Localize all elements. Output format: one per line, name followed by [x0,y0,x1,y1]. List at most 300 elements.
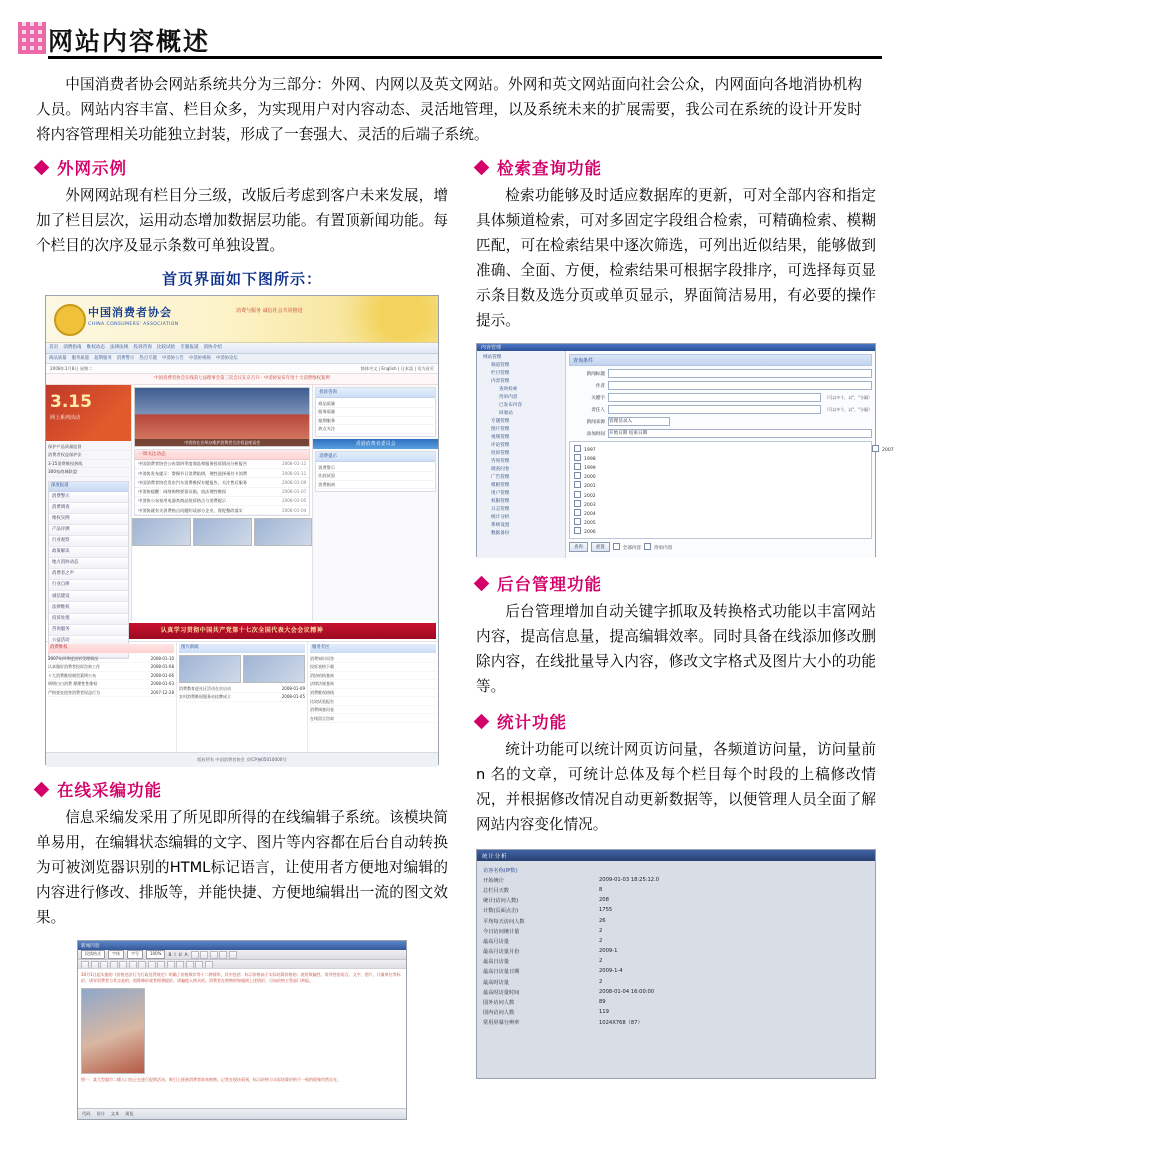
tree-item[interactable]: 网站管理 [483,355,502,360]
banner-slogan: 消费与服务 诚信社会共同推进 [236,308,303,314]
bottom-row-title[interactable]: 法律法规查询 [310,681,334,687]
checkbox-row[interactable] [574,453,867,462]
checkbox-icon[interactable] [644,543,651,550]
sidebar-item[interactable]: 投诉处理 [49,614,128,625]
checkbox-icon[interactable] [574,445,581,452]
nav-item[interactable]: 服务质量 [71,355,90,361]
thumbnail[interactable] [254,518,313,546]
stats-value: 1024X768（87） [599,1020,643,1027]
news-row[interactable] [135,469,309,478]
table-row [483,875,869,885]
nav-item[interactable]: 超期服务 [94,355,112,361]
stats-key: 最高日访量日期 [483,969,520,976]
news-row[interactable] [135,497,309,506]
bottom-row-date: 2008-01-08 [150,664,174,670]
checkbox-label: 2003 [584,502,596,508]
stats-value: 2 [599,937,603,944]
intro-paragraph: 中国消费者协会网站系统共分为三部分：外网、内网以及英文网站。外网和英文网站面向社会公众，内网面向各地消协机构人员。网站内容丰富、栏目众多，为实现用户对内容动态、灵活地管理，以及系统未来的扩展需要，我公司在系统的设计开发时将内容管理相关功能独立封装，形成了一套强大、灵活的后端子系统。 [36,76,862,143]
paragraph-format-select[interactable]: 段落格式 [81,950,105,959]
figure-homepage-screenshot [45,295,439,765]
section-body-backend: 后台管理增加自动关键字抓取及转换格式功能以丰富网站内容，提高信息量，提高编辑效率。同时具备在线添加修改删除内容，在线批量导入内容，修改文字格式及图片大小的功能等。 [476,603,876,695]
checkbox-icon[interactable] [574,454,581,461]
number-list-icon[interactable] [229,951,237,959]
tree-item[interactable]: 查询检索 [499,387,518,392]
sidebar-item[interactable]: 产品评测 [49,525,128,536]
figure-stats-screenshot [476,849,876,1079]
checkbox-icon[interactable] [574,472,581,479]
news-title[interactable]: 中国消费者协会公布第四季度商品和服务投诉情况分析报告 [138,461,248,467]
stats-key[interactable]: 访客名称(IP数) [483,867,518,874]
checkbox-label: 1999 [584,465,596,471]
tree-item[interactable]: 投诉管理 [491,451,510,456]
source-select[interactable]: 管理员录入 [608,417,670,426]
zoom-select[interactable]: 100% [146,950,165,959]
bottom-row[interactable] [48,680,174,689]
bottom-row[interactable] [48,663,174,672]
bottom-row[interactable] [310,680,436,689]
hk-consumer-council-banner[interactable]: 香港消费者委员会 [313,439,438,450]
nav-item[interactable]: 热点专题 [139,355,157,361]
query-action-row[interactable] [569,542,872,552]
table-row [483,987,869,997]
thumbnail[interactable] [243,655,305,683]
news-title[interactable]: 中消协就有关消费热点问题约谈部分企业，督促整改落实 [138,507,243,513]
tree-item[interactable]: 频道管理 [491,363,510,368]
form-row-owner[interactable] [569,405,872,414]
sidebar-item[interactable]: 行业观察 [49,536,128,547]
bottom-row-date: 2008-01-09 [281,685,305,691]
align-left-icon[interactable] [191,951,199,959]
tab-code[interactable]: 代码 [82,1111,91,1116]
tree-item[interactable]: 日志管理 [491,507,510,512]
checkbox-icon[interactable] [574,500,581,507]
bullet-list-icon[interactable] [219,951,227,959]
editor-body-text[interactable]: 10月1日起实施的《价格违法行为行政处罚规定》明确了价格欺诈等十二种情形，其中包括：标示价格高于实际结算价格的；使用欺骗性、误导性的语言、文字、图片、计量单位等标价，诱导消费者与其交易的；谎称降价或者即将提价，诱骗他人购买的。消费者在购物时如遇到上述情形，可向价格主管部门举报。 [81,972,401,984]
stats-key: 常用屏幕分辨率 [483,1020,520,1027]
checkbox-icon[interactable] [574,463,581,470]
list-item[interactable]: 消费者权益保护法 [48,451,129,459]
stats-key: 开始统计 [483,877,504,884]
stats-value: 89 [599,999,606,1006]
section-heading-stats [476,709,876,733]
site-logo-en: CHINA CONSUMERS' ASSOCIATION [88,322,179,327]
stats-value: 2 [599,978,603,985]
news-row[interactable] [135,506,309,515]
bottom-row[interactable] [310,689,436,698]
tree-item[interactable]: 咨询管理 [491,459,510,464]
table-row [483,865,869,875]
table-row [483,926,869,936]
news-title[interactable]: 中国消费者协会发布汽车消费维权专题报告，关注售后服务 [138,479,248,485]
right-box-list [316,398,435,436]
sidebar-item[interactable]: 法律维权 [49,602,128,613]
bottom-row[interactable] [310,706,436,715]
stats-value: 2008-01-04 16:00:00 [599,988,655,995]
news-row[interactable] [135,460,309,469]
tree-item[interactable]: 广告管理 [491,475,510,480]
toolbar-icon-group[interactable] [191,951,237,959]
stats-key: 平均每天访问人数 [483,918,525,925]
news-date: 2008-01-11 [281,461,307,467]
sidebar-item[interactable]: 消费调查 [49,503,128,514]
sidebar-item[interactable]: 咨询服务 [49,625,128,636]
bottom-row-date: 2007-12-28 [150,689,174,695]
list-item[interactable]: 消费警示 [318,464,433,472]
align-right-icon[interactable] [210,951,218,959]
tree-item[interactable]: 栏目管理 [491,371,510,376]
site-logo-cn: 中国消费者协会 [88,306,172,319]
tree-item[interactable]: 用户管理 [491,491,510,496]
date-range-input[interactable]: 开始日期 结束日期 [608,429,872,438]
stats-key: 最高时访量 [483,979,509,986]
checkbox-icon[interactable] [574,509,581,516]
nav-item[interactable]: 商品质量 [49,355,67,361]
checkbox-label: 2005 [584,521,596,527]
bottom-row[interactable] [310,655,436,664]
list-item[interactable]: 300家商城联盟 [48,468,129,476]
stats-table [483,865,869,1028]
list-item[interactable]: 比较试验 [318,472,433,480]
bottom-column-header: 消费维权 [48,644,174,653]
language-line[interactable]: 简体中文 | English | 日本語 | 设为首页 [360,365,434,371]
section-title: 检索查询功能 [497,159,602,178]
editor-document-area[interactable] [78,968,406,1109]
stats-key: 最高时访量时间 [483,989,520,996]
bottom-row[interactable] [310,697,436,706]
stats-key: 国外访问人数 [483,1000,515,1007]
checkbox-icon[interactable] [613,543,620,550]
header-decoration-icon [18,22,46,54]
nav-item[interactable]: 消费警示 [116,355,135,361]
bottom-row[interactable] [48,672,174,681]
checkbox-icon[interactable] [574,491,581,498]
checkbox-row[interactable] [613,542,641,551]
sidebar-item[interactable]: 消费警示 [49,492,128,503]
tree-item[interactable]: 权限管理 [491,499,510,504]
tree-item[interactable]: 系统设置 [491,523,510,528]
section-heading-backend [476,571,876,595]
bottom-row-title[interactable]: 消费教育进社区活动在京启动 [179,685,231,691]
checkbox-label: 2006 [584,530,596,536]
nav-item[interactable]: 首页 [49,345,59,351]
year-checkbox-list[interactable] [569,441,894,539]
date-line: 2008年1月8日 星期二 [50,365,93,371]
bottom-row-title[interactable]: 农村消费维权服务站挂牌成立 [179,694,231,700]
tree-item[interactable]: 专题管理 [491,419,510,424]
bottom-row-title[interactable]: 消费调查问卷 [310,707,334,713]
banner-315[interactable] [46,385,131,441]
bottom-row-title[interactable]: 投诉表格下载 [310,664,334,670]
bottom-row-title[interactable]: 消协机构查询 [310,672,334,678]
sidebar-item[interactable]: 行业自律 [49,580,128,591]
bottom-column-header: 图片新闻 [179,644,305,653]
table-row [483,936,869,946]
section-title: 后台管理功能 [497,575,602,594]
bottom-column-header: 服务专区 [310,644,436,653]
news-row[interactable] [135,488,309,497]
nav-item[interactable]: 比较试验 [156,345,176,351]
diamond-bullet-icon [474,159,490,175]
thumbnail-strip [132,518,312,546]
nav-item[interactable]: 中消协论坛 [215,355,238,361]
tree-item[interactable]: 统计分析 [491,515,510,520]
checkbox-row[interactable] [574,490,867,499]
sidebar-item[interactable]: 诚信建设 [49,591,128,602]
list-item[interactable]: 商品质量 [318,400,433,408]
tree-item[interactable]: 数据备份 [491,531,510,536]
thumbnail[interactable] [179,655,241,683]
site-banner [46,296,438,343]
checkbox-label: 2002 [584,493,596,499]
bottom-row[interactable] [179,693,305,702]
stats-value: 2009-1-4 [599,968,623,975]
stats-key: 最高月访量 [483,938,509,945]
form-row-date[interactable] [569,429,872,438]
admin-main-panel [566,351,894,558]
search-button[interactable]: 查询 [569,542,588,552]
stats-value [599,867,869,874]
left-news-list [46,441,131,479]
diamond-bullet-icon [34,159,50,175]
news-title[interactable]: 中消协公布家用电器类商品投诉热点与消费提示 [138,498,227,504]
bottom-row-title[interactable]: 十大消费维权典型案例公布 [48,672,96,678]
admin-tree-nav[interactable] [477,351,566,558]
section-heading-search [476,155,876,179]
bottom-row[interactable] [48,655,174,664]
news-date: 2008-01-05 [281,498,307,504]
checkbox-label: 待审内容 [653,546,673,551]
bottom-row-date: 2008-01-03 [150,681,174,687]
table-row [483,885,869,895]
tree-item[interactable]: 待审内容 [499,395,518,400]
figure-editor-screenshot [77,940,407,1120]
nav-item[interactable]: 消协介绍 [203,345,222,351]
form-row-author[interactable] [569,381,872,390]
bold-button[interactable]: B [168,952,172,957]
diamond-bullet-icon [474,713,490,729]
section-heading-online-edit [36,777,448,801]
bottom-row[interactable] [48,689,174,698]
sidebar-item[interactable]: 公益活动 [49,636,128,647]
tree-item[interactable]: 已发布内容 [499,403,522,408]
list-item[interactable]: 3·15消费维权热线 [48,460,129,468]
sidebar-item[interactable]: 政策解读 [49,547,128,558]
tree-item[interactable]: 评论管理 [491,443,510,448]
checkbox-label: 2000 [584,475,596,481]
bottom-row[interactable] [310,663,436,672]
site-footer: 版权所有 中国消费者协会 京ICP备05010000号 [46,752,438,767]
site-logo-icon [54,304,86,336]
tree-item[interactable]: 调查问卷 [491,467,510,472]
owner-input[interactable] [608,405,821,414]
page-header [18,22,882,62]
site-nav-secondary[interactable] [46,354,438,364]
stats-value: 2009-1 [599,948,618,955]
bottom-row-title[interactable]: 消费知识问答 [310,655,334,661]
section-body-online-edit: 信息采编发采用了所见即所得的在线编辑子系统。该模块简单易用，在编辑状态编辑的文字、图片等内容都在后台自动转换为可被浏览器识别的HTML标记语言，让使用者方便地对编辑的内容进行修改、排版等，并能快捷、方便地编辑出一流的图文效果。 [36,809,448,926]
table-row [483,916,869,926]
nav-item[interactable]: 专题报道 [180,345,199,351]
sidebar-item[interactable]: 维权实例 [49,514,128,525]
author-input[interactable] [608,381,872,390]
news-title[interactable]: 中消协提醒：网络购物要留证据，依法理性维权 [138,489,227,495]
form-row-title[interactable] [569,369,872,378]
underline-button[interactable]: U [178,952,182,957]
news-box-header: 一周关注动态 [135,450,309,460]
checkbox-label: 全部内容 [622,546,641,551]
bottom-column-rights [46,642,177,752]
stats-value: 119 [599,1009,609,1016]
nav-item[interactable]: 维权动态 [86,345,105,351]
keyword-input[interactable] [608,393,821,402]
stats-value: 1755 [599,907,613,914]
table-row [483,1018,869,1028]
editor-toolbar-row1[interactable] [78,950,406,960]
bottom-row-title[interactable]: 比较试验报告 [310,698,334,704]
checkbox-row[interactable] [574,481,867,490]
list-item[interactable]: 保护产品质量监督 [48,443,129,451]
checkbox-row[interactable] [574,472,867,481]
bottom-row[interactable] [179,685,305,694]
editor-inline-image[interactable] [81,988,145,1074]
stats-key: 统计(访问人数) [483,898,519,905]
bottom-row-title[interactable]: 2007年四季度投诉受理情况 [48,655,99,661]
checkbox-label: 1997 [584,447,596,453]
stats-key: 计数(页面点击) [483,908,519,915]
news-title-input[interactable] [608,369,872,378]
query-panel-title: 查询条件 [569,354,872,366]
checkbox-icon[interactable] [574,481,581,488]
sidebar-item[interactable]: 消费者之声 [49,569,128,580]
admin-titlebar: 内容管理 [477,344,875,351]
right-box-tips [315,451,436,492]
section-body-search: 检索功能够及时适应数据库的更新，可对全部内容和指定具体频道检索，可对多固定字段组合检索，可精确检索、模糊匹配，可在检索结果中逐次筛选，可列出近似结果，能够做到准确、全面、方便，检索结果可根据字段排序，可选择每页显示条目数及选分页或单页显示，界面简洁易用，有必要的操作提示。 [476,187,876,329]
header-rule [48,56,882,59]
tree-item[interactable]: 内容管理 [491,379,510,384]
nav-item[interactable]: 消费指南 [63,345,82,351]
nav-item[interactable]: 投诉咨询 [133,345,152,351]
checkbox-label: 2004 [584,511,596,517]
page-title: 网站内容概述 [48,27,211,56]
list-item[interactable]: 消费指南 [318,481,433,489]
checkbox-row[interactable] [574,444,867,453]
news-row[interactable] [135,478,309,487]
align-center-icon[interactable] [200,951,208,959]
diamond-bullet-icon [34,781,50,797]
stats-value: 8 [599,886,603,893]
form-row-keyword[interactable] [569,393,872,402]
editor-titlebar: 新闻内容 [78,941,406,950]
section-title: 外网示例 [57,159,127,178]
nav-item[interactable]: 中消协公告 [161,355,184,361]
news-title[interactable]: 中消协发布提示：警惕节日消费陷阱，理性选择预付卡消费 [138,470,248,476]
text-color-button[interactable]: A [184,952,188,957]
bottom-row-title[interactable]: 在线留言咨询 [310,715,334,721]
nav-item[interactable]: 中消协视频 [188,355,211,361]
diamond-bullet-icon [474,575,490,591]
nav-item[interactable]: 法律法规 [109,345,129,351]
owner-hint: （可以多个，以"，"分隔） [824,406,872,412]
bottom-row-title[interactable]: 认真做好消费者投诉咨询工作 [48,664,100,670]
bottom-row-title[interactable]: 明明白白消费 理理性性维权 [48,681,98,687]
checkbox-icon[interactable] [872,445,879,452]
reset-button[interactable]: 重置 [591,542,610,552]
right-box-complaint [315,387,436,437]
stats-key: 总栏目天数 [483,887,509,894]
stats-value: 2 [599,927,603,934]
field-label: 新闻标题 [586,371,605,377]
font-size-select[interactable]: 字号 [127,950,143,959]
sidebar-item[interactable]: 地方消协动态 [49,558,128,569]
thumbnail[interactable] [132,518,191,546]
tree-item[interactable]: 图片管理 [491,427,510,432]
party-congress-banner: 认真学习贯彻中国共产党第十七次全国代表大会会议精神 [48,623,436,639]
editor-statusbar[interactable] [78,1108,406,1119]
italic-button[interactable]: I [174,952,176,957]
checkbox-label: 1998 [584,456,596,462]
field-label: 添加时间 [586,431,605,437]
bottom-row[interactable] [310,714,436,723]
stats-value: 26 [599,917,606,924]
tree-item[interactable]: 视频管理 [491,435,510,440]
bottom-row-date: 2008-01-05 [281,694,305,700]
checkbox-row[interactable] [574,462,867,471]
feature-photo[interactable] [134,387,310,447]
section-body-stats: 统计功能可以统计网页访问量，各频道访问量，访问量前 n 名的文章，可统计总体及每个栏目每个时段的上稿修改情况，并根据修改情况自动更新数据等，以便管理人员全面了解网站内容变化情况。 [476,741,876,833]
editor-image-note[interactable]: 图一：某大型超市二楼入口处正在进行促销活动，吸引上班族消费者前来购物。记者在现场看到，标示价格与实际结算价格不一致的现象仍然存在。 [81,1076,341,1082]
right-box-header: 消费提示 [316,452,435,462]
bottom-row[interactable] [310,672,436,681]
checkbox-label: 2007 [882,447,894,453]
form-row-source[interactable] [569,417,872,426]
homepage-center-column [132,385,313,621]
left-column [36,155,448,1120]
tab-text[interactable]: 文本 [110,1111,120,1116]
table-row [483,957,869,967]
checkbox-row[interactable] [574,499,867,508]
font-family-select[interactable]: 字体 [108,950,124,959]
tab-design[interactable]: 设计 [96,1111,105,1116]
list-item[interactable]: 超期服务 [318,417,433,425]
news-date: 2008-01-09 [281,479,307,485]
field-label: 责任人 [591,407,605,413]
checkbox-row[interactable] [574,527,867,536]
checkbox-row[interactable] [872,444,1165,453]
field-label: 新闻来源 [586,419,605,425]
stats-value: 2009-01-03 18:25:12.0 [599,876,660,883]
tree-item[interactable]: 模板管理 [491,483,510,488]
bottom-row-title[interactable]: 严格查处侵害消费者权益行为 [48,689,100,695]
checkbox-icon[interactable] [574,518,581,525]
table-row [483,967,869,977]
banner-315-sub: 网上系列活动 [50,415,81,421]
list-item[interactable]: 热点关注 [318,425,433,433]
checkbox-row[interactable] [574,518,867,527]
checkbox-icon[interactable] [574,527,581,534]
tab-preview[interactable]: 预览 [125,1111,134,1116]
list-item[interactable]: 服务质量 [318,408,433,416]
headline-marquee: 中国消费者协会在线第七届理事会第三次会议在京召开 · 中消协发布年度十大消费维权案例 [46,374,438,385]
checkbox-row[interactable] [574,508,867,517]
homepage-bottom-area [46,641,438,752]
table-row [483,977,869,987]
site-nav-primary[interactable] [46,343,438,354]
bottom-row-title[interactable]: 消费维权热线 [310,689,334,695]
thumbnail[interactable] [193,518,252,546]
homepage-left-column [46,385,132,643]
tree-item[interactable]: 回收站 [499,411,513,416]
checkbox-row[interactable] [644,542,672,551]
